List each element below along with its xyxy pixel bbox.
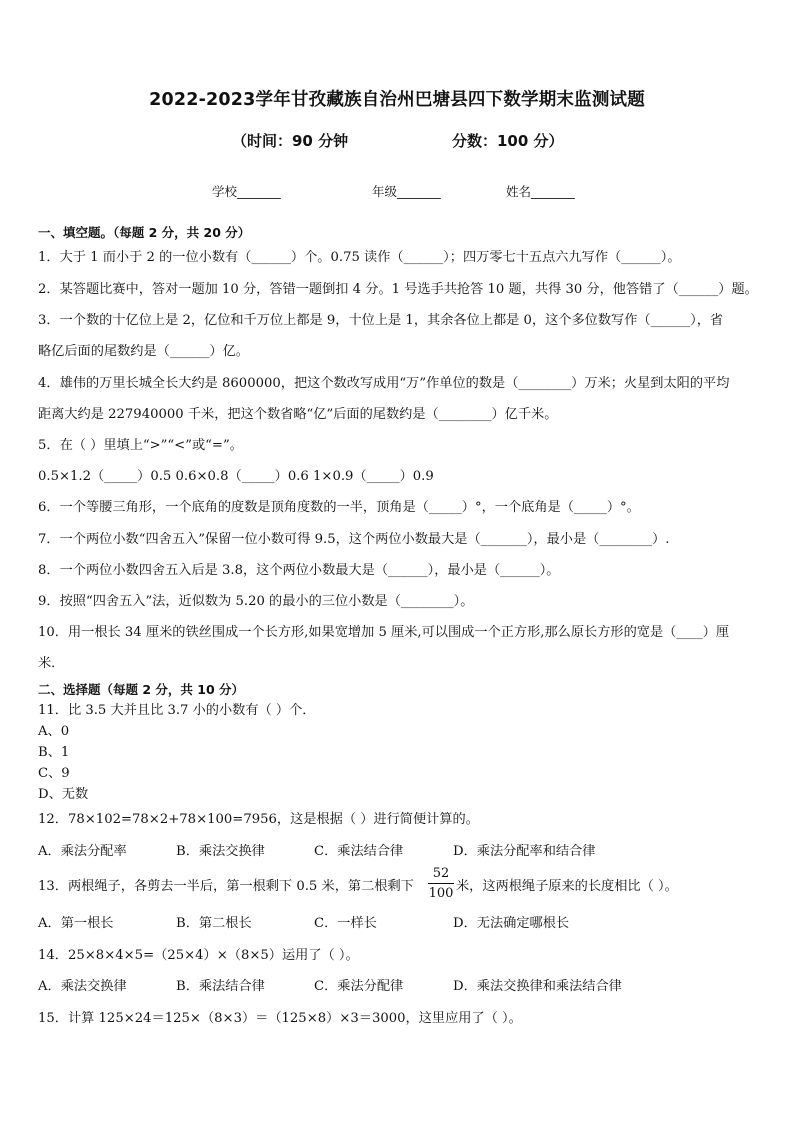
question-4-line1: 4．雄伟的万里长城全长大约是 8600000，把这个数改写成用“万”作单位的数是（________）万米；火星到太阳的平均 bbox=[38, 376, 730, 391]
q14-option-b: B．乘法结合律 bbox=[176, 979, 265, 994]
q11-option-b: B、1 bbox=[38, 745, 70, 760]
question-9: 9．按照“四舍五入”法，近似数为 5.20 的最小的三位小数是（________）。 bbox=[38, 594, 474, 609]
question-11: 11．比 3.5 大并且比 3.7 小的小数有（ ）个． bbox=[38, 703, 316, 718]
name-field: 姓名_______ bbox=[506, 184, 575, 199]
question-13-pre: 13．两根绳子，各剪去一半后，第一根剩下 0.5 米，第二根剩下 bbox=[38, 879, 414, 894]
exam-time: （时间：90 分钟 bbox=[232, 132, 349, 150]
school-field: 学校_______ bbox=[212, 184, 281, 199]
question-5-items: 0.5×1.2（_____）0.5 0.6×0.8（_____）0.6 1×0.9（_____）0.9 bbox=[38, 469, 434, 484]
question-12: 12．78×102=78×2+78×100=7956，这是根据（ ）进行简便计算的。 bbox=[38, 812, 479, 827]
q13-option-a: A．第一根长 bbox=[38, 916, 114, 931]
fraction-denominator: 100 bbox=[428, 886, 454, 901]
grade-field: 年级_______ bbox=[372, 184, 441, 199]
exam-score: 分数：100 分） bbox=[452, 132, 564, 150]
q12-option-a: A．乘法分配率 bbox=[38, 844, 127, 859]
question-14: 14．25×8×4×5=（25×4）×（8×5）运用了（ ）。 bbox=[38, 948, 359, 963]
question-3-line2: 略亿后面的尾数约是（______）亿。 bbox=[38, 344, 249, 359]
question-15: 15．计算 125×24＝125×（8×3）＝（125×8）×3＝3000，这里应用了（ ）。 bbox=[38, 1011, 522, 1026]
section1-heading: 一、填空题。（每题 2 分，共 20 分） bbox=[38, 225, 251, 240]
q13-option-b: B．第二根长 bbox=[176, 916, 252, 931]
question-13-fraction bbox=[428, 866, 454, 901]
question-13-post: 米，这两根绳子原来的长度相比（ ）。 bbox=[456, 879, 678, 894]
q13-option-c: C．一样长 bbox=[314, 916, 377, 931]
question-4-line2: 距离大约是 227940000 千米，把这个数省略“亿”后面的尾数约是（________）亿千米。 bbox=[38, 407, 558, 422]
q14-option-c: C．乘法分配律 bbox=[314, 979, 404, 994]
question-5: 5．在（ ）里填上“>”“<”或“=”。 bbox=[38, 438, 243, 453]
question-3-line1: 3．一个数的十亿位上是 2，亿位和千万位上都是 9，十位上是 1，其余各位上都是 0，这个多位数写作（______），省 bbox=[38, 313, 724, 328]
q14-option-a: A．乘法交换律 bbox=[38, 979, 127, 994]
exam-title: 2022-2023学年甘孜藏族自治州巴塘县四下数学期末监测试题 bbox=[149, 90, 645, 110]
fraction-numerator: 52 bbox=[432, 866, 450, 881]
question-7: 7．一个两位小数“四舍五入”保留一位小数可得 9.5，这个两位小数最大是（_______），最小是（________）. bbox=[38, 532, 670, 547]
question-8: 8．一个两位小数四舍五入后是 3.8，这个两位小数最大是（______），最小是（______）。 bbox=[38, 563, 560, 578]
section2-heading: 二、选择题（每题 2 分，共 10 分） bbox=[38, 682, 245, 697]
q11-option-a: A、0 bbox=[38, 724, 70, 739]
q12-option-d: D．乘法分配率和结合律 bbox=[453, 844, 596, 859]
question-10-line2: 米． bbox=[38, 656, 65, 671]
question-10-line1: 10．用一根长 34 厘米的铁丝围成一个长方形,如果宽增加 5 厘米,可以围成一个正方形,那么原长方形的宽是（____）厘 bbox=[38, 625, 730, 640]
q11-option-d: D、无数 bbox=[38, 787, 89, 802]
q13-option-d: D．无法确定哪根长 bbox=[453, 916, 570, 931]
q12-option-b: B．乘法交换律 bbox=[176, 844, 265, 859]
question-6: 6．一个等腰三角形，一个底角的度数是顶角度数的一半，顶角是（_____）°，一个底角是（_____）°。 bbox=[38, 500, 640, 515]
question-2: 2．某答题比赛中，答对一题加 10 分，答错一题倒扣 4 分。1 号选手共抢答 10 题，共得 30 分，他答错了（______）题。 bbox=[38, 282, 758, 297]
fraction-bar bbox=[428, 883, 454, 884]
question-1: 1．大于 1 而小于 2 的一位小数有（______）个。0.75 读作（______）；四万零七十五点六九写作（______）。 bbox=[38, 250, 681, 265]
q14-option-d: D．乘法交换律和乘法结合律 bbox=[453, 979, 622, 994]
q11-option-c: C、9 bbox=[38, 766, 70, 781]
q12-option-c: C．乘法结合律 bbox=[314, 844, 404, 859]
